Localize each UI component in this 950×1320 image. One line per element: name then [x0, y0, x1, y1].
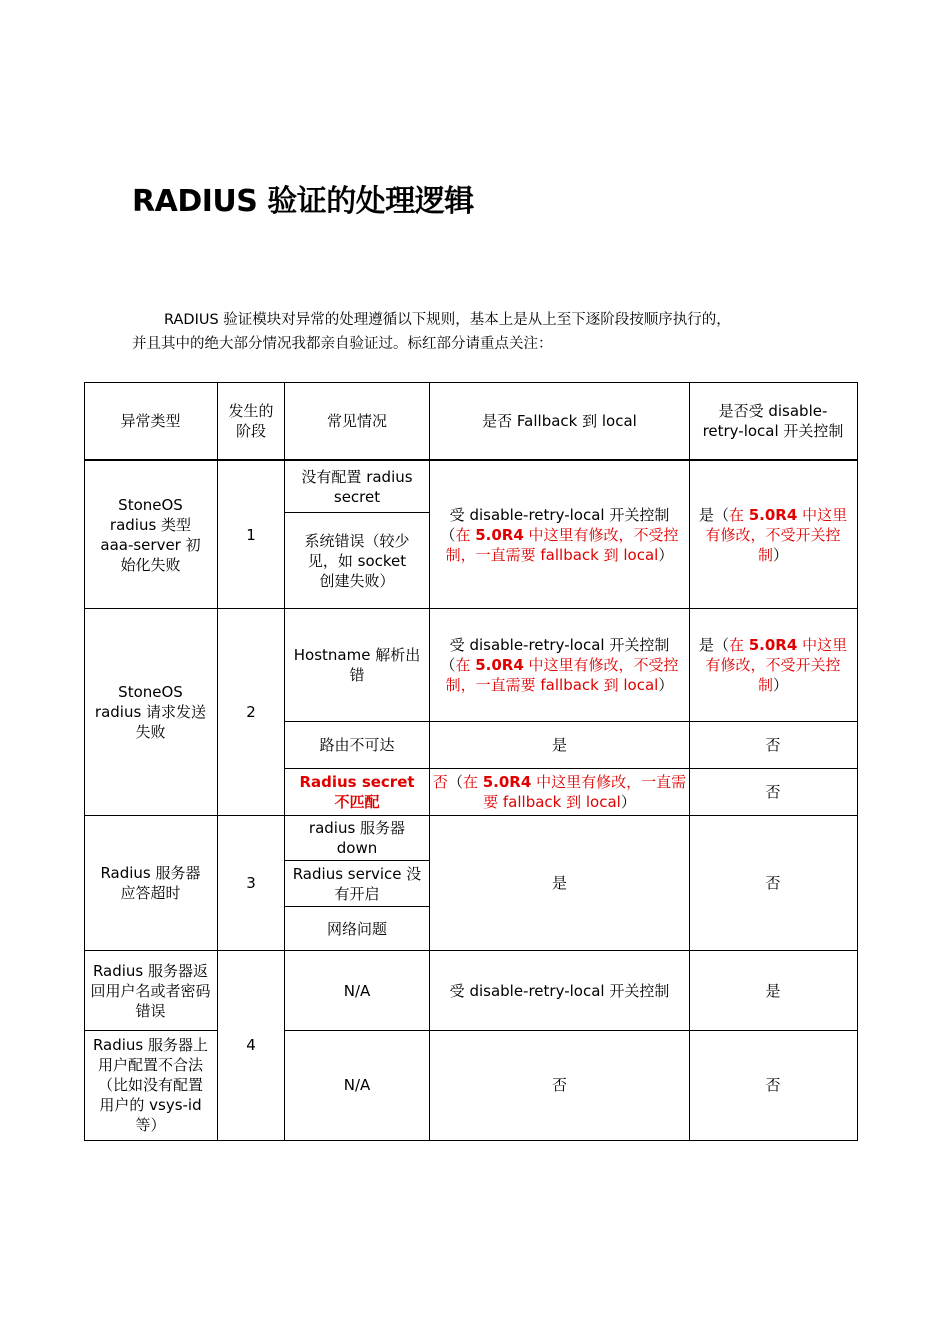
- r2-situation-b-text: 路由不可达: [319, 736, 395, 754]
- r4-type-b: [84, 1031, 217, 1139]
- r2-fallback-a-paren-open: （: [440, 656, 456, 674]
- r3-switch: [690, 816, 856, 950]
- r4-fallback-b-text: 否: [551, 1076, 567, 1094]
- r2-switch-a-paren-open: （: [713, 636, 729, 654]
- r2-switch-a-paren-close: ）: [773, 676, 789, 694]
- r1-fallback-paren-open: （: [440, 525, 456, 544]
- r2-switch-b: [690, 722, 856, 768]
- r4-situation-a-text: N/A: [343, 981, 371, 1000]
- r3-switch-text: 否: [765, 874, 781, 892]
- r3-situation-c-text: 网络问题: [326, 919, 387, 938]
- header-switch: [690, 382, 856, 459]
- r2-switch-a-note: 中这里有修改，不受开关控制: [705, 636, 848, 694]
- r1-situation-a: [285, 461, 429, 512]
- r1-type: [84, 461, 217, 608]
- header-fallback: [430, 382, 689, 459]
- header-type: [84, 382, 217, 459]
- r2-situation-a: [285, 609, 429, 721]
- radius-logic-table: [84, 382, 858, 1141]
- r4-switch-a-text: 是: [765, 981, 781, 1000]
- intro-line-1: RADIUS 验证模块对异常的处理遵循以下规则，基本上是从上至下逐阶段按顺序执行的，: [164, 312, 731, 328]
- r2-fallback-a-text: [440, 635, 679, 695]
- r2-fallback-a-note: 中这里有修改，不受控制，一直需要 fallback 到 local: [445, 656, 679, 694]
- page-title: RADIUS 验证的处理逻辑: [132, 184, 474, 219]
- r2-fallback-c-note-pre: 在: [462, 773, 483, 791]
- r2-fallback-c-paren-close: ）: [620, 793, 636, 811]
- r3-fallback: [430, 816, 689, 950]
- r1-fallback-note-pre: 在: [455, 525, 476, 544]
- header-stage-label: 发生的阶段: [228, 401, 274, 440]
- r4-switch-a: [690, 951, 856, 1030]
- r2-switch-a-text: [698, 635, 848, 695]
- r4-situation-a: [285, 951, 429, 1030]
- header-switch-label: 是否受 disable-retry-local 开关控制: [702, 401, 844, 440]
- header-type-label: 异常类型: [120, 411, 181, 430]
- r3-type-text: Radius 服务器应答超时: [100, 864, 201, 902]
- r2-fallback-c-paren-open: （: [447, 773, 463, 791]
- r2-situation-b: [285, 722, 429, 768]
- r2-fallback-a-version: 5.0R4: [475, 656, 524, 674]
- r1-switch-text: [698, 505, 848, 565]
- r3-type: [84, 816, 217, 950]
- r3-fallback-text: 是: [551, 874, 567, 892]
- r1-stage: [218, 461, 284, 608]
- r1-situation-a-text: 没有配置 radius secret: [301, 467, 413, 506]
- r2-fallback-c: [430, 769, 689, 815]
- r4-stage: [218, 951, 284, 1139]
- r1-fallback-version: 5.0R4: [475, 525, 524, 544]
- r1-fallback-main: 受 disable-retry-local 开关控制: [449, 505, 670, 524]
- r2-stage: [218, 609, 284, 815]
- r1-type-text: StoneOS radius 类型 aaa-server 初始化失败: [100, 495, 201, 574]
- r2-switch-b-text: 否: [765, 736, 781, 754]
- r1-fallback-text: [440, 505, 679, 565]
- r3-situation-a-text: radius 服务器 down: [308, 819, 406, 857]
- r4-situation-b-text: N/A: [343, 1076, 371, 1094]
- r3-situation-c: [285, 907, 429, 950]
- r2-fallback-b-text: 是: [551, 736, 567, 754]
- r2-type-text: StoneOS radius 请求发送失败: [94, 683, 207, 741]
- header-stage: [218, 382, 284, 459]
- r4-fallback-b: [430, 1031, 689, 1139]
- r2-switch-c-text: 否: [765, 783, 781, 801]
- r3-stage: [218, 816, 284, 950]
- r4-situation-b: [285, 1031, 429, 1139]
- r3-situation-b-text: Radius service 没有开启: [292, 864, 422, 903]
- header-situation-label: 常见情况: [326, 411, 387, 430]
- r2-fallback-b: [430, 722, 689, 768]
- r2-fallback-a-paren-close: ）: [658, 676, 674, 694]
- r4-stage-text: 4: [246, 1036, 256, 1054]
- r2-switch-a-note-pre: 在: [728, 636, 749, 654]
- r2-fallback-c-text: [432, 772, 687, 812]
- r2-situation-c-text: Radius secret 不匹配: [299, 773, 415, 811]
- r1-stage-text: 1: [246, 525, 256, 544]
- r4-fallback-a-text: 受 disable-retry-local 开关控制: [449, 981, 670, 1000]
- r1-fallback-note: 中这里有修改，不受控制，一直需要 fallback 到 local: [445, 525, 679, 564]
- r1-switch-paren-open: （: [713, 505, 729, 524]
- r2-fallback-c-version: 5.0R4: [482, 773, 532, 791]
- r2-switch-a-version: 5.0R4: [748, 636, 798, 654]
- r3-stage-text: 3: [246, 874, 256, 892]
- r1-fallback-paren-close: ）: [658, 545, 674, 564]
- r2-stage-text: 2: [246, 703, 256, 721]
- r1-switch-version: 5.0R4: [748, 505, 798, 524]
- r4-switch-b: [690, 1031, 856, 1139]
- r4-type-a-text: Radius 服务器返回用户名或者密码错误: [90, 961, 211, 1020]
- r1-situation-b-text: 系统错误（较少见，如 socket 创建失败）: [304, 531, 410, 590]
- r1-switch-paren-close: ）: [773, 545, 789, 564]
- intro-paragraph: [132, 308, 822, 356]
- r3-situation-a: [285, 816, 429, 860]
- r2-fallback-a: [430, 609, 689, 721]
- r2-switch-a-main: 是: [698, 636, 714, 654]
- r4-type-b-text: Radius 服务器上用户配置不合法（比如没有配置用户的 vsys-id 等）: [92, 1036, 209, 1134]
- header-situation: [285, 382, 429, 459]
- r2-switch-a: [690, 609, 856, 721]
- r2-switch-c: [690, 769, 856, 815]
- r1-switch: [690, 461, 856, 608]
- r2-fallback-a-main: 受 disable-retry-local 开关控制: [449, 636, 670, 654]
- r2-situation-a-text: Hostname 解析出错: [293, 646, 421, 684]
- r2-fallback-c-note: 中这里有修改，一直需要 fallback 到 local: [483, 773, 687, 811]
- r3-situation-b: [285, 861, 429, 906]
- intro-line-2: 并且其中的绝大部分情况我都亲自验证过。标红部分请重点关注：: [132, 336, 553, 352]
- r1-fallback: [430, 461, 689, 608]
- header-fallback-label: 是否 Fallback 到 local: [482, 411, 637, 430]
- r4-type-a: [84, 951, 217, 1030]
- r4-switch-b-text: 否: [765, 1076, 781, 1094]
- r2-fallback-c-main: 否: [432, 773, 448, 791]
- r4-fallback-a: [430, 951, 689, 1030]
- r1-switch-note: 中这里有修改，不受开关控制: [705, 505, 848, 564]
- r1-switch-note-pre: 在: [728, 505, 749, 524]
- r2-fallback-a-note-pre: 在: [455, 656, 476, 674]
- r1-switch-main: 是: [698, 505, 714, 524]
- r1-situation-b: [285, 513, 429, 608]
- r2-type: [84, 609, 217, 815]
- r2-situation-c: [285, 769, 429, 815]
